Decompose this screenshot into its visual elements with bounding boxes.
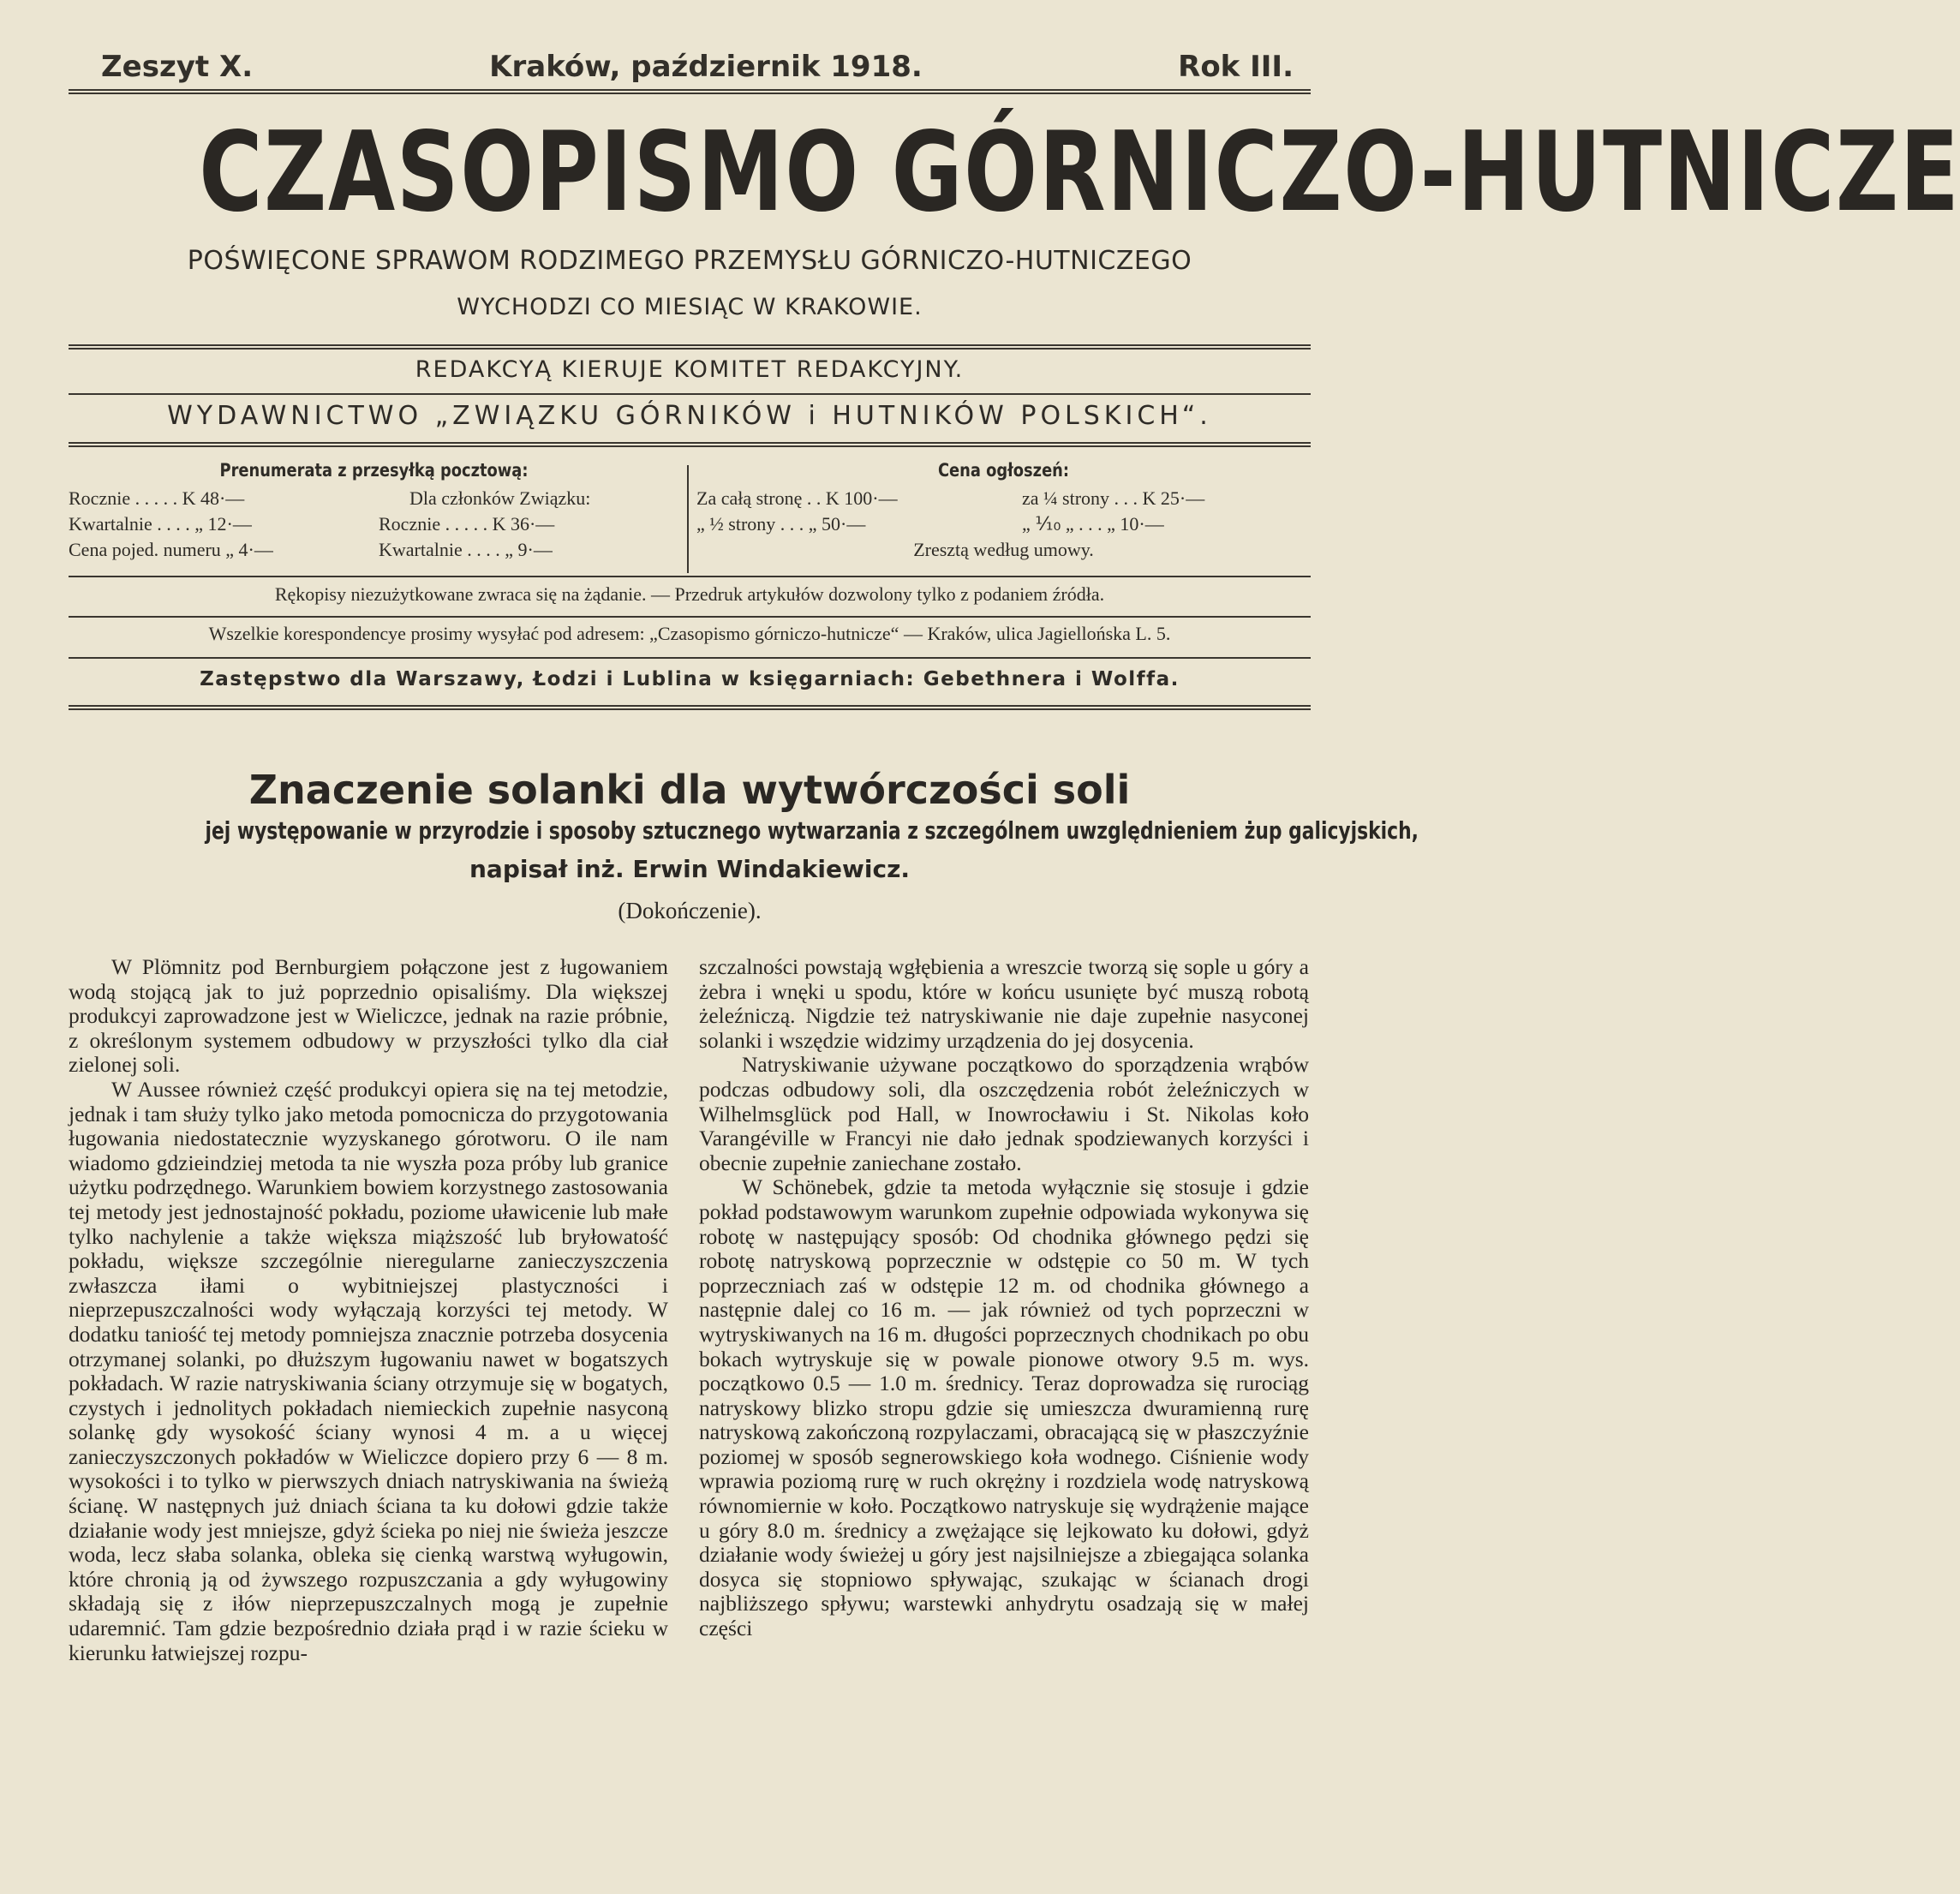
subscription-cell: Kwartalnie . . . . „ 9·— (379, 539, 553, 560)
masthead-title: CZASOPISMO GÓRNICZO-HUTNICZE (199, 109, 1960, 236)
reprint-note: Rękopisy niezużytkowane zwraca się na żądanie. — Przedruk artykułów dozwolony tylko z podaniem źródła. (274, 583, 1105, 605)
publisher-line: WYDAWNICTWO „ZWIĄZKU GÓRNIKÓW i HUTNIKÓW POLSKICH“. (167, 401, 1212, 431)
divider (69, 393, 1311, 395)
paragraph: W Aussee również część produkcyi opiera się na tej metodzie, jednak i tam służy tylko jako metoda pomocnicza do przygotowania ługowania niedostatecznie wyzyskanego górotworu. O ile nam wiadomo gdzieindziej metoda ta nie wyszła poza próby lub granice użytku podrzędnego. Warunkiem bowiem korzystnego zastosowania tej metody jest jednostajność pokładu, poziome uławicenie lub małe tylko nachylenie a także większa miąższość lub bryłowatość pokładu, większe szczególnie nieregularne zanieczyszczenia zwłaszcza iłami o wybitniejszej plastyczności i nieprzepuszczalności wody wyłączają korzyści tej metody. W dodatku taniość tej metody pomniejsza znacznie potrzeba dosycenia otrzymanej solanki, po dłuższym ługowaniu nawet w bogatszych pokładach. W razie natryskiwania ściany otrzymuje się w bogatych, czystych i jednolitych pokładach niemieckich zupełnie nasyconą solankę gdy wysokość ściany wynosi 4 m. a u więcej zanieczyszczonych pokładów w Wieliczce dopiero przy 6 — 8 m. wysokości i to tylko w pierwszych dniach natryskiwania na świeżą ścianę. W następnych już dniach ściana ta ku dołowi gdzie także działanie wody jest mniejsze, gdyż ścieka po niej nie świeża jeszcze woda, lecz słaba solanka, obleka się cienką warstwą wyługowin, które chronią ją od żywszego rozpuszczania a gdy wyługowiny składają się z iłów nieprzepuszczalnych mogą je zupełnie udaremnić. Tam gdzie bezpośrednio działa prąd i w razie ścieku w kierunku łatwiejszej rozpu- (69, 1076, 668, 1665)
subscription-cell: Rocznie . . . . . K 36·— (379, 513, 555, 535)
ads-footer: Zresztą według umowy. (913, 539, 1094, 560)
divider (69, 576, 1311, 577)
subscription-heading: Prenumerata z przesyłką pocztową: (219, 460, 529, 481)
paragraph: W Schönebek, gdzie ta metoda wyłącznie się stosuje i gdzie pokład podstawowym warunkom zupełnie odpowiada wykonywa się robotę w następujący sposób: Od chodnika głównego pędzi się robotę natryskową poprzecznie w odstępie co 50 m. W tych poprzeczniach zaś w odstępie 12 m. od chodnika głównego a następnie dalej co 16 m. — jak również od tych poprzeczni w wytryskiwanych na 16 m. długości poprzecznych chodnikach po obu bokach wytryskuje się w powale pionowe otwory 9.5 m. wys. początkowo 0.5 — 1.0 m. średnicy. Teraz doprowadza się rurociąg natryskowy blizko stropu gdzie się umieszcza dwuramienną rurę natryskową zakończoną rozpylaczami, obracającą się w płaszczyźnie poziomej w sposób segnerowskiego koła wodnego. Ciśnienie wody wprawia poziomą rurę w ruch okrężny i rozdziela wodę natryskową równomiernie w koło. Początkowo natryskuje się wydrążenie mające u góry 8.0 m. średnicy a zwężające się lejkowato ku dołowi, gdyż działanie wody świeżej u góry jest najsilniejsze a zbiegająca solanka dosyca się stopniowo spływając, szukając w ścianach drogi najbliższego spływu; warstewki anhydrytu osadzają się w małej części (699, 1174, 1309, 1641)
subscription-cell: Dla członków Związku: (409, 487, 591, 509)
ads-heading: Cena ogłoszeń: (937, 460, 1070, 481)
paragraph: Natryskiwanie używane początkowo do sporządzenia wrąbów podczas odbudowy soli, dla oszczędzenia robót żeleźniczych w Wilhelmsglück pod Hall, w Inowrocławiu i St. Nikolas koło Varangéville w Francyi nie dało jednak spodziewanych korzyści i obecnie zupełnie zaniechane zostało. (699, 1052, 1309, 1175)
article-title: Znaczenie solanki dla wytwórczości soli (248, 767, 1131, 813)
subscription-prices (69, 460, 679, 563)
agency-note: Zastępstwo dla Warszawy, Łodzi i Lublina w księgarniach: Gebethnera i Wolffa. (200, 668, 1180, 690)
divider (69, 657, 1311, 659)
pricing-box (69, 460, 1311, 571)
divider (69, 616, 1311, 618)
ads-cell: „ ⅒ „ . . . „ 10·— (1022, 513, 1164, 535)
article-author: napisał inż. Erwin Windakiewicz. (469, 855, 911, 883)
article-subtitle: jej występowanie w przyrodzie i sposoby sztucznego wytwarzania z szczególnem uwzględnieniem żup galicyjskich, (205, 816, 1419, 845)
editorial-note: REDAKCYĄ KIERUJE KOMITET REDAKCYJNY. (415, 356, 965, 383)
divider (69, 442, 1311, 447)
column-divider (687, 465, 689, 573)
place-date: Kraków, październik 1918. (489, 50, 923, 84)
issue-number: Zeszyt X. (101, 50, 254, 84)
masthead-subtitle: POŚWIĘCONE SPRAWOM RODZIMEGO PRZEMYSŁU GÓRNICZO-HUTNICZEGO (187, 246, 1192, 276)
continuation-note: (Dokończenie). (618, 898, 762, 923)
ads-cell: za ¼ strony . . . K 25·— (1022, 487, 1205, 509)
article-column-right (699, 955, 1309, 1641)
subscription-cell: Kwartalnie . . . . „ 12·— (69, 513, 252, 535)
issue-header (101, 50, 1311, 91)
journal-page (69, 0, 1960, 1894)
divider (69, 344, 1311, 350)
article-column-left (69, 955, 668, 1665)
volume-year: Rok III. (1178, 50, 1294, 84)
paragraph: W Plömnitz pod Bernburgiem połączone jest z ługowaniem wodą stojącą jak to już poprzednio opisaliśmy. Dla większej produkcyi zaprowadzone jest w Wieliczce, jednak na razie próbnie, z określonym systemem odbudowy w przyszłości tylko dla ciał zielonej soli. (69, 954, 668, 1078)
publication-frequency: WYCHODZI CO MIESIĄC W KRAKOWIE. (457, 294, 923, 320)
subscription-cell: Cena pojed. numeru „ 4·— (69, 539, 273, 560)
ads-cell: Za całą stronę . . K 100·— (696, 487, 898, 509)
paragraph: szczalności powstają wgłębienia a wreszcie tworzą się sople u góry a żebra i wnęki u spodu, które w końcu usunięte być muszą robotą żeleźniczą. Nigdzie też natryskiwanie nie daje zupełnie nasyconej solanki i wszędzie widzimy urządzenia do jej dosycenia. (699, 954, 1309, 1053)
divider (69, 705, 1311, 710)
subscription-cell: Rocznie . . . . . K 48·— (69, 487, 245, 509)
ad-prices (696, 460, 1311, 563)
address-note: Wszelkie korespondencye prosimy wysyłać pod adresem: „Czasopismo górniczo-hutnicze“ — Kraków, ulica Jagiellońska L. 5. (208, 623, 1171, 644)
header-rule (69, 89, 1311, 94)
ads-cell: „ ½ strony . . . „ 50·— (696, 513, 866, 535)
